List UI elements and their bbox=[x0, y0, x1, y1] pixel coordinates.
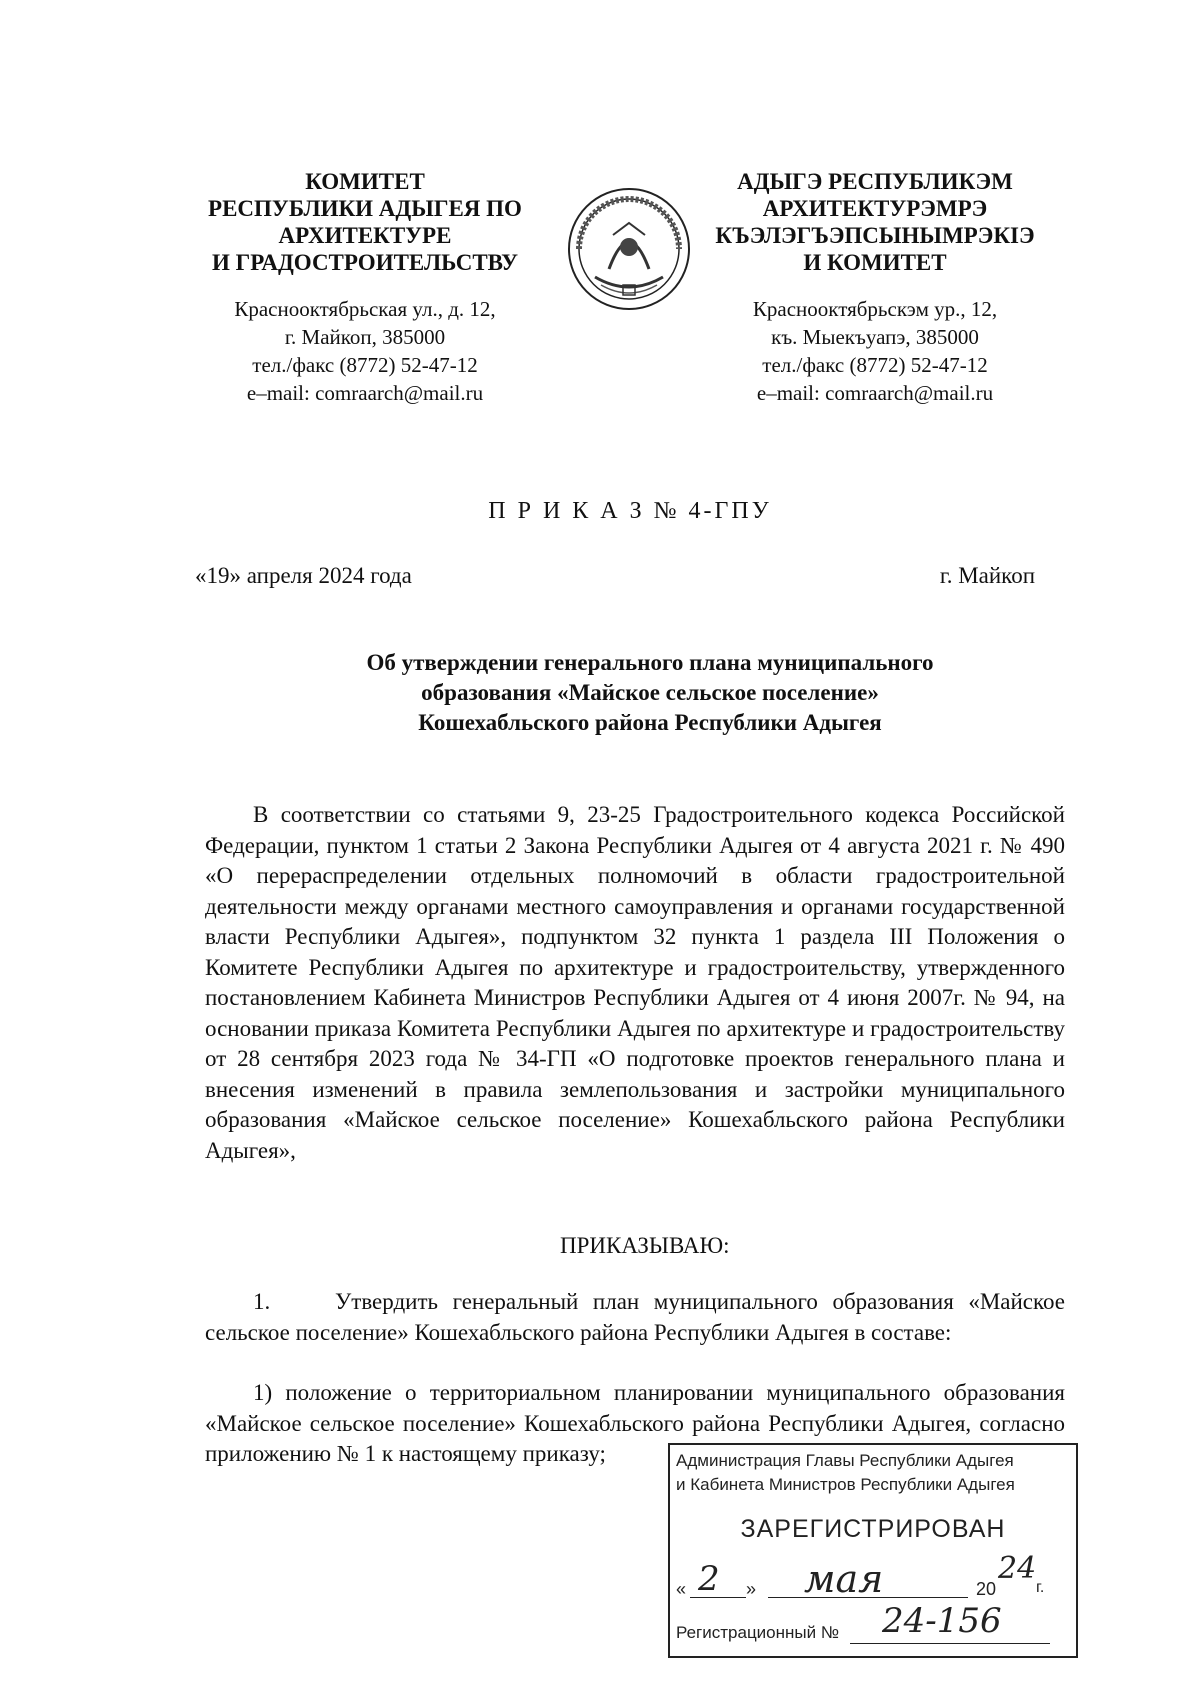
year-prefix: 20 bbox=[976, 1579, 997, 1599]
stamp-year: 24 bbox=[998, 1551, 1037, 1586]
address-line: къ. Мыекъуапэ, 385000 bbox=[771, 325, 979, 349]
header-right-line: АРХИТЕКТУРЭМРЭ bbox=[762, 196, 988, 221]
day-underline bbox=[690, 1597, 746, 1598]
preamble-paragraph: В соответствии со статьями 9, 23-25 Градостроительного кодекса Российской Федерации, пунктом 1 статьи 2 Закона Республики Адыгея от 4 августа 2021 г. № 490 «О перераспределении отдельных полномочий в области градостроительной деятельности между органами местного самоуправления и органами государственной власти Республики Адыгея», подпунктом 32 пункта 1 раздела III Положения о Комитете Республики Адыгея по архитектуре и градостроительству, утвержденного постановлением Кабинета Министров Республики Адыгея от 4 июня 2007г. № 94, на основании приказа Комитета Республики Адыгея по архитектуре и градостроительству от 28 сентября 2023 года № 34-ГП «О подготовке проектов генерального плана и внесения изменений в правила землепользования и застройки муниципального образования «Майское сельское поселение» Кошехабльского района Республики Адыгея», bbox=[205, 802, 1065, 1163]
email-line: e–mail: comraarch@mail.ru bbox=[756, 381, 994, 405]
header-left-line: И ГРАДОСТРОИТЕЛЬСТВУ bbox=[211, 250, 519, 275]
header-right-line: И КОМИТЕТ bbox=[803, 250, 947, 275]
subject-line: Кошехабльского района Республики Адыгея bbox=[418, 710, 882, 735]
stamp-line-2: и Кабинета Министров Республики Адыгея bbox=[676, 1475, 1015, 1494]
item-1 bbox=[205, 1287, 1065, 1348]
header-right-line: КЪЭЛЭГЪЭПСЫНЫМРЭКIЭ bbox=[715, 223, 1035, 248]
address-line: Краснооктябрьскэм ур., 12, bbox=[752, 297, 998, 321]
reg-underline bbox=[850, 1643, 1050, 1644]
header-left-org bbox=[170, 168, 560, 276]
order-subject bbox=[260, 648, 1040, 738]
subject-line: Об утверждении генерального плана муниципального bbox=[366, 650, 934, 675]
stamp-line-1: Администрация Главы Республики Адыгея bbox=[676, 1451, 1014, 1470]
item-1-number: 1. bbox=[253, 1289, 271, 1314]
header-right-address bbox=[680, 295, 1070, 407]
header-right-line: АДЫГЭ РЕСПУБЛИКЭМ bbox=[737, 169, 1013, 194]
subject-line: образования «Майское сельское поселение» bbox=[421, 680, 879, 705]
item-1-1: 1) положение о территориальном планировании муниципального образования «Майское сельское поселение» Кошехабльского района Республики Адыгея, согласно приложению № 1 к настоящему приказу; bbox=[205, 1380, 1065, 1466]
header-left-line: РЕСПУБЛИКИ АДЫГЕЯ ПО bbox=[208, 196, 522, 221]
order-title: П Р И К А З № 4-ГПУ bbox=[488, 498, 772, 524]
stamp-month: мая bbox=[804, 1557, 884, 1601]
stamp-day: 2 bbox=[698, 1559, 720, 1599]
year-mark: г. bbox=[1036, 1579, 1045, 1596]
address-line: тел./факс (8772) 52-47-12 bbox=[762, 353, 988, 377]
address-line: тел./факс (8772) 52-47-12 bbox=[252, 353, 478, 377]
stamp-date-row bbox=[676, 1551, 1071, 1605]
order-city: г. Майкоп bbox=[939, 563, 1035, 588]
address-line: г. Майкоп, 385000 bbox=[284, 325, 446, 349]
quote-close: » bbox=[746, 1579, 757, 1599]
email-line: e–mail: comraarch@mail.ru bbox=[246, 381, 484, 405]
quote-open: « bbox=[676, 1579, 687, 1599]
address-line: Краснооктябрьская ул., д. 12, bbox=[234, 297, 496, 321]
stamp-reg-label: Регистрационный № bbox=[676, 1623, 840, 1642]
coat-of-arms-icon bbox=[565, 185, 693, 313]
stamp-status: ЗАРЕГИСТРИРОВАН bbox=[740, 1515, 1006, 1543]
stamp-reg-number: 24-156 bbox=[882, 1601, 1002, 1641]
header-left-line: КОМИТЕТ bbox=[305, 169, 425, 194]
order-date: «19» апреля 2024 года bbox=[195, 563, 412, 588]
registration-stamp bbox=[668, 1443, 1078, 1658]
order-word: ПРИКАЗЫВАЮ: bbox=[560, 1233, 730, 1258]
header-left-line: АРХИТЕКТУРЕ bbox=[278, 223, 452, 248]
item-1-text: Утвердить генеральный план муниципального образования «Майское сельское поселение» Кошехабльского района Республики Адыгея в составе: bbox=[205, 1289, 1065, 1345]
header-right-org bbox=[680, 168, 1070, 276]
month-underline bbox=[768, 1597, 968, 1598]
header-left-address bbox=[170, 295, 560, 407]
